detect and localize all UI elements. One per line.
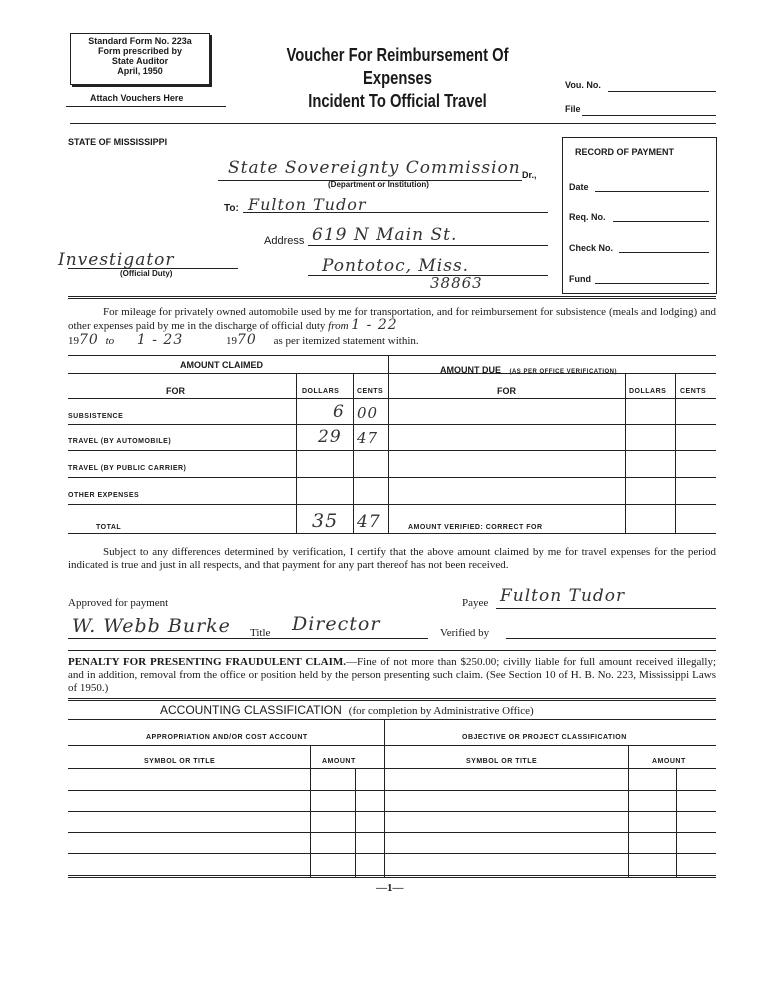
form-info-line: Standard Form No. 223a: [88, 36, 192, 46]
verified-by-label: Verified by: [440, 627, 490, 639]
accounting-row[interactable]: [68, 853, 716, 854]
to-label: To:: [224, 203, 239, 214]
address-line1: 619 N Main St.: [312, 225, 458, 245]
objective-header: OBJECTIVE OR PROJECT CLASSIFICATION: [462, 734, 627, 741]
year-prefix: 19: [226, 335, 237, 347]
record-of-payment-box: [562, 137, 717, 294]
accounting-subtitle: (for completion by Administrative Office): [348, 705, 534, 717]
row-label-other: OTHER EXPENSES: [68, 492, 140, 499]
amount-claimed-title: AMOUNT CLAIMED: [180, 360, 263, 370]
form-info-line: April, 1950: [117, 66, 163, 76]
right-col-symbol: SYMBOL OR TITLE: [466, 758, 538, 765]
statement-text: For mileage for privately owned automobile used by me for transportation, and for reimbursement for subsistence (meals and lodging) and other expenses paid by me in the discharge of official duty: [68, 306, 716, 332]
year-to: 70: [237, 332, 257, 348]
from-label: from: [328, 320, 349, 332]
req-no-field[interactable]: [613, 221, 709, 222]
address-zip: 38863: [430, 274, 483, 292]
to-word: to: [105, 335, 115, 347]
address-label: Address: [264, 235, 305, 247]
department-caption: (Department or Institution): [328, 180, 429, 189]
claimed-col-dollars: DOLLARS: [302, 388, 340, 395]
to-handwritten: Fulton Tudor: [248, 195, 367, 214]
title-value: Director: [292, 613, 381, 635]
travel-auto-dollars: 29: [318, 427, 342, 447]
subsistence-dollars: 6: [333, 402, 345, 422]
amount-due-note: (AS PER OFFICE VERIFICATION): [509, 369, 618, 375]
from-date: 1 - 22: [351, 317, 398, 333]
left-col-amount: AMOUNT: [322, 758, 356, 765]
fund-field[interactable]: [595, 283, 709, 284]
verified-by-field[interactable]: [506, 638, 716, 639]
accounting-row[interactable]: [68, 811, 716, 812]
total-dollars: 35: [312, 510, 339, 532]
due-col-dollars: DOLLARS: [629, 388, 667, 395]
dr-label: Dr.,: [522, 170, 537, 180]
official-duty-handwritten: Investigator: [58, 250, 175, 270]
accounting-row[interactable]: [68, 832, 716, 833]
period-line: [68, 334, 419, 348]
title-label: Title: [250, 627, 271, 639]
row-label-subsistence: SUBSISTENCE: [68, 413, 124, 420]
state-label: STATE OF MISSISSIPPI: [68, 137, 168, 147]
due-col-for: FOR: [497, 386, 516, 396]
department-handwritten: State Sovereignty Commission: [228, 158, 521, 178]
attach-vouchers-note: Attach Vouchers Here: [90, 93, 184, 103]
due-col-cents: CENTS: [680, 388, 707, 395]
check-no-label: Check No.: [569, 243, 614, 253]
page-number: —1—: [376, 882, 404, 894]
approved-label: Approved for payment: [68, 597, 169, 609]
year-from: 70: [79, 332, 99, 348]
statement-suffix: as per itemized statement within.: [273, 335, 419, 347]
appropriation-header: APPROPRIATION AND/OR COST ACCOUNT: [146, 734, 308, 741]
title-line-2: Incident To Official Travel: [308, 91, 487, 111]
row-label-travel-auto: TRAVEL (BY AUTOMOBILE): [68, 438, 172, 445]
accounting-heading: [160, 703, 534, 718]
mileage-statement: [68, 306, 716, 333]
claimed-col-for: FOR: [166, 386, 185, 396]
penalty-heading: PENALTY FOR PRESENTING FRAUDULENT CLAIM.: [68, 656, 347, 668]
certification-text: Subject to any differences determined by verification, I certify that the above amount claimed by me for travel expenses for the period indicated is true and just in all respects, and that payment for any part thereof has not been received.: [68, 546, 716, 571]
accounting-title: ACCOUNTING CLASSIFICATION: [160, 703, 342, 717]
form-title: [260, 44, 535, 113]
row-label-travel-public: TRAVEL (BY PUBLIC CARRIER): [68, 465, 187, 472]
check-no-field[interactable]: [619, 252, 709, 253]
left-col-symbol: SYMBOL OR TITLE: [144, 758, 216, 765]
vou-no-field[interactable]: [608, 91, 716, 92]
payee-label: Payee: [462, 597, 489, 609]
address-line2: Pontotoc, Miss.: [322, 256, 470, 276]
payee-signature: Fulton Tudor: [500, 586, 626, 606]
date-label: Date: [569, 182, 589, 192]
vou-no-label: Vou. No.: [565, 80, 601, 90]
right-col-amount: AMOUNT: [652, 758, 686, 765]
accounting-row[interactable]: [68, 790, 716, 791]
req-no-label: Req. No.: [569, 212, 606, 222]
record-title: RECORD OF PAYMENT: [575, 147, 675, 157]
total-cents: 47: [357, 512, 381, 532]
file-field[interactable]: [582, 115, 716, 116]
to-date: 1 - 23: [136, 332, 184, 348]
year-prefix: 19: [68, 335, 79, 347]
title-line-1: Voucher For Reimbursement Of Expenses: [286, 45, 509, 88]
form-info-line: Form prescribed by: [97, 46, 183, 56]
penalty-text: —Fine of not more than $250.00; civilly liable for full amount received illegally; and in addition, removal from the office or position held by the person presenting such claim. (See Section 10 of H. B. No. 223, Mississippi Laws of 1950.): [68, 656, 717, 694]
row-label-total: TOTAL: [96, 524, 122, 531]
official-duty-caption: (Official Duty): [120, 269, 173, 278]
subsistence-cents: 00: [357, 404, 379, 422]
claimed-col-cents: CENTS: [357, 388, 384, 395]
fund-label: Fund: [569, 274, 591, 284]
travel-auto-cents: 47: [357, 429, 379, 447]
file-label: File: [565, 104, 581, 114]
amount-due-title: [440, 360, 617, 378]
standard-form-box: [70, 33, 210, 85]
penalty-notice: [68, 656, 716, 695]
date-field[interactable]: [595, 191, 709, 192]
amount-verified-label: AMOUNT VERIFIED: CORRECT FOR: [408, 524, 543, 531]
approver-signature: W. Webb Burke: [72, 615, 231, 637]
amount-due-label: AMOUNT DUE: [440, 365, 501, 375]
form-info-line: State Auditor: [111, 56, 169, 66]
